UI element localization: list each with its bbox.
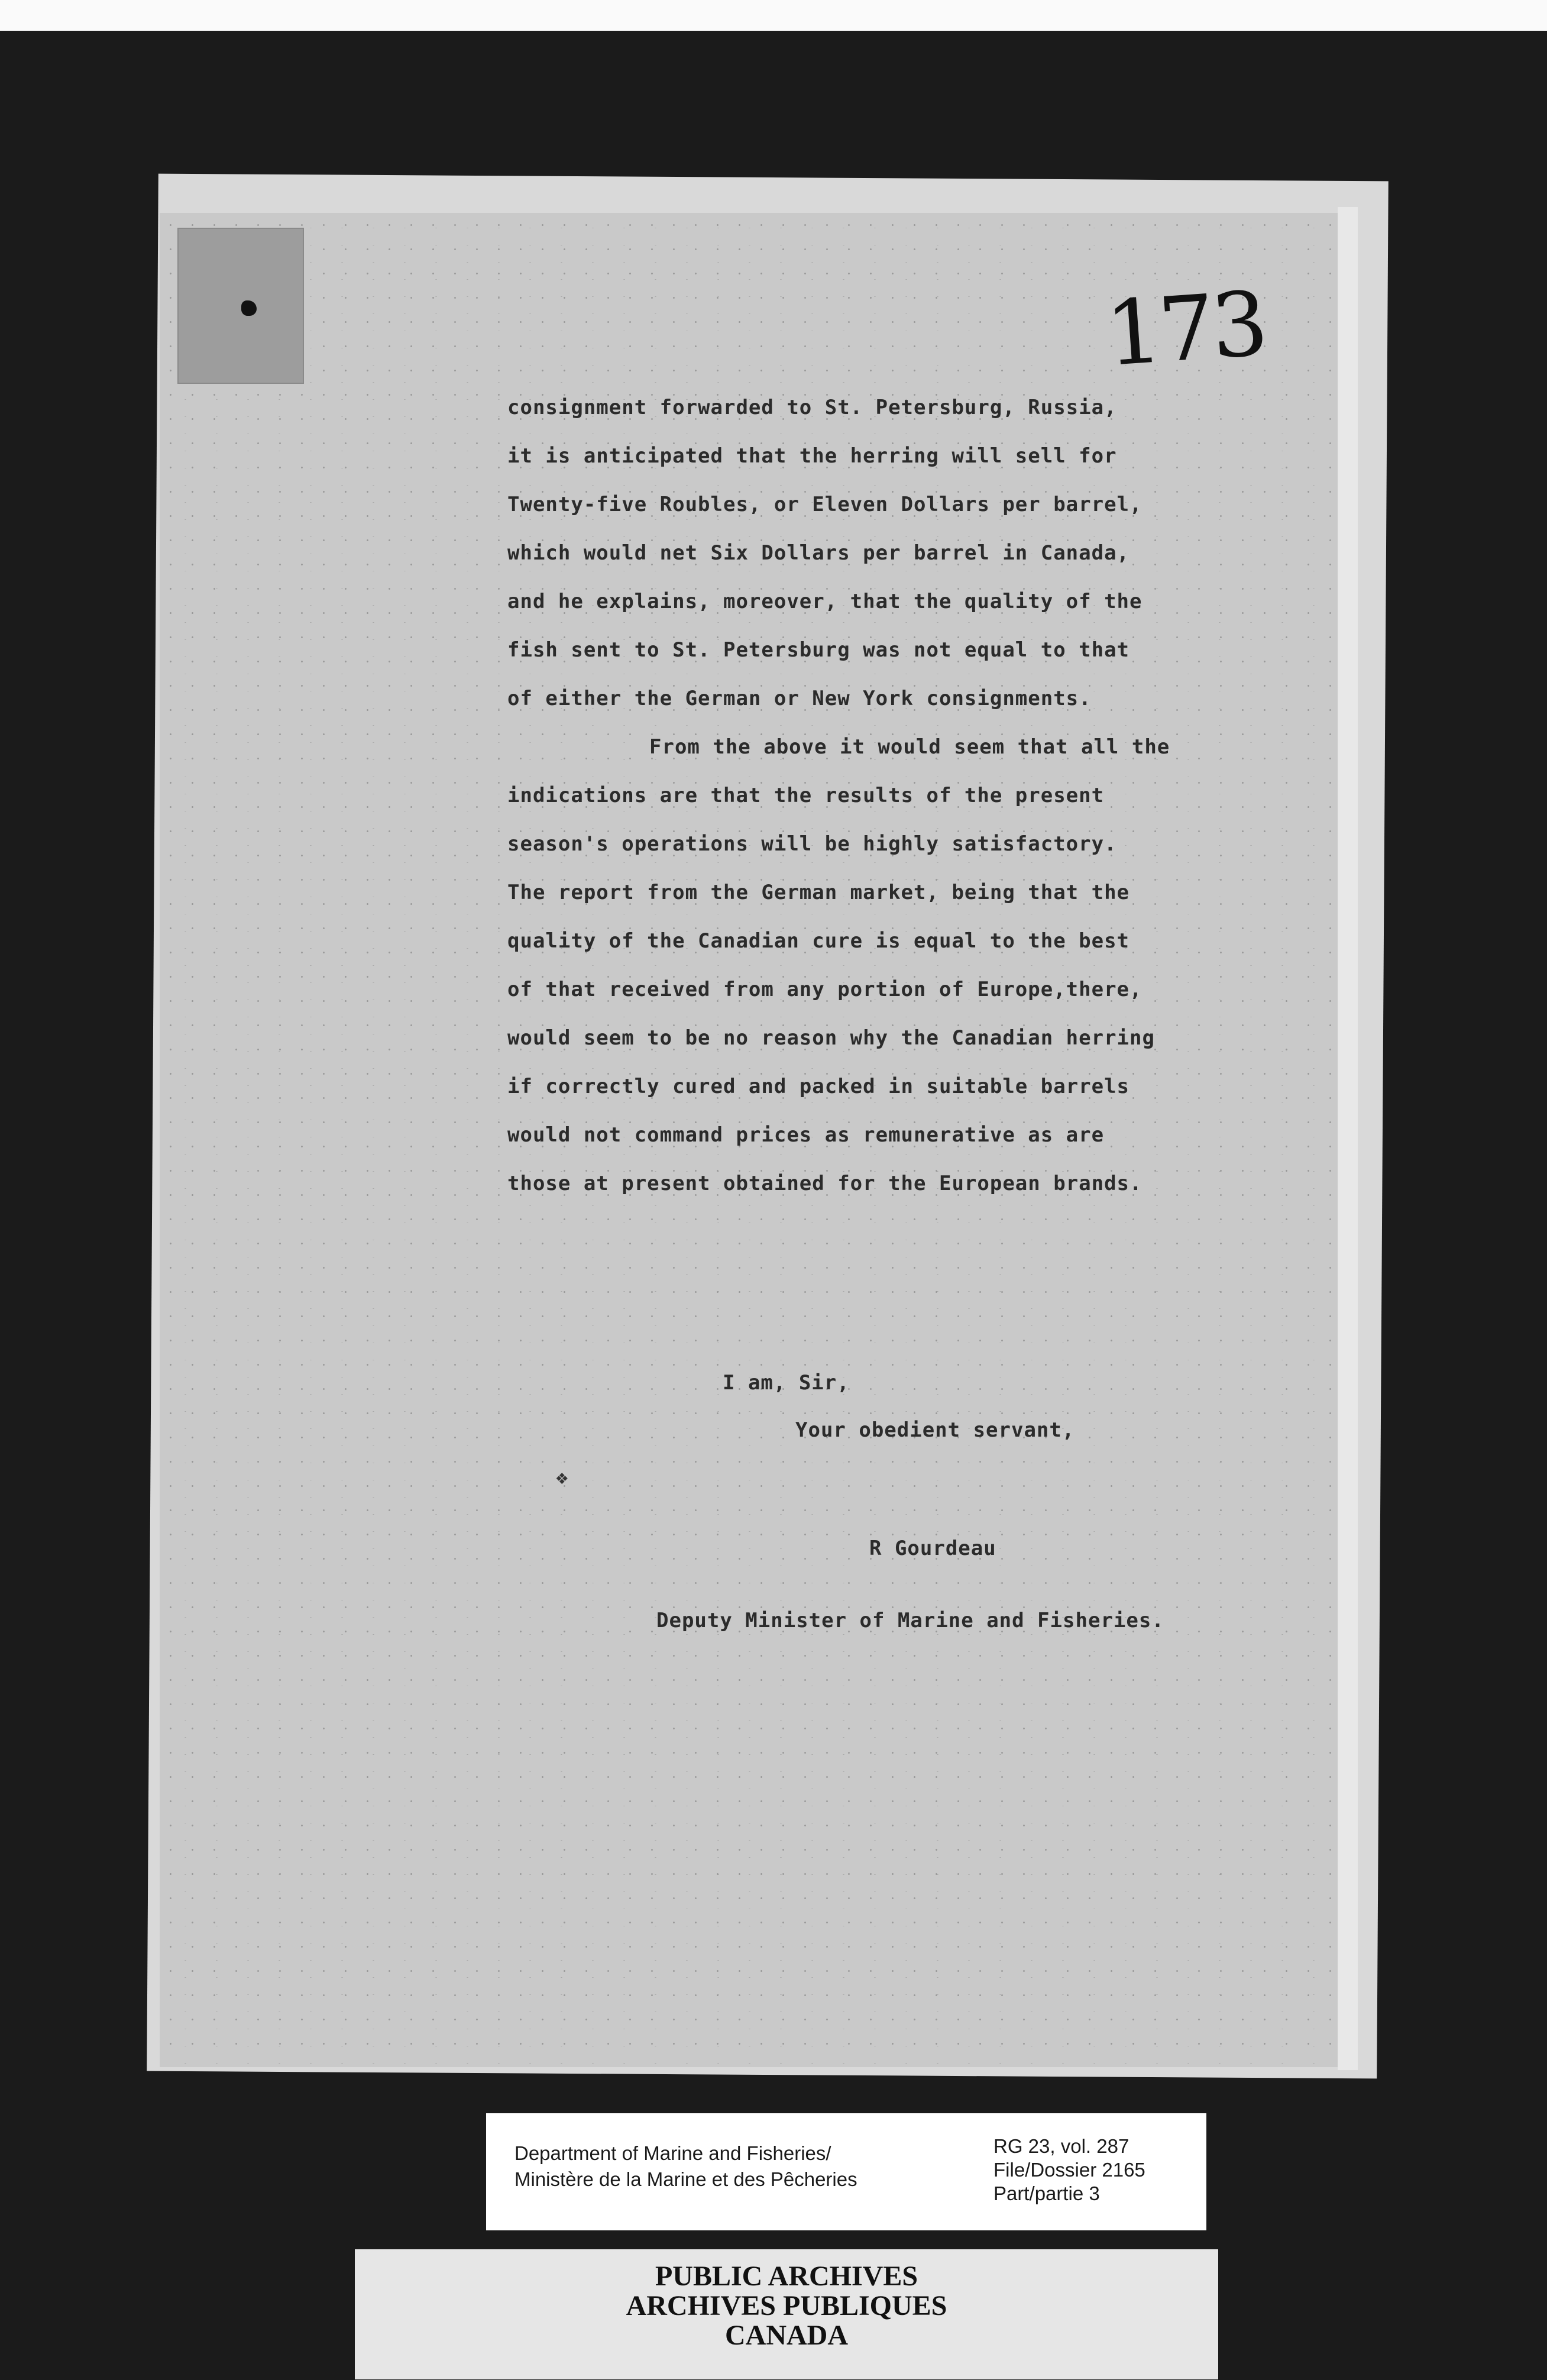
- salutation: I am, Sir,: [723, 1371, 850, 1395]
- department-english: Department of Marine and Fisheries/: [514, 2142, 831, 2164]
- body-line: From the above it would seem that all the: [649, 735, 1170, 759]
- department-names: [514, 2140, 857, 2193]
- body-line: consignment forwarded to St. Petersburg, Russia,: [507, 396, 1117, 419]
- letter-body: [507, 383, 1347, 1208]
- department-french: Ministère de la Marine et des Pêcheries: [514, 2168, 857, 2190]
- body-line: The report from the German market, being that the: [507, 881, 1130, 904]
- file-references: [993, 2135, 1145, 2206]
- body-line: which would net Six Dollars per barrel in Canada,: [507, 541, 1130, 565]
- folio-number: 173: [1102, 272, 1268, 387]
- body-line: of either the German or New York consignments.: [507, 687, 1092, 710]
- archives-stamp-line-3: CANADA: [725, 2320, 848, 2351]
- body-line: would not command prices as remunerative as are: [507, 1123, 1105, 1147]
- signatory-title: Deputy Minister of Marine and Fisheries.: [656, 1609, 1164, 1632]
- body-line: if correctly cured and packed in suitable barrels: [507, 1075, 1130, 1098]
- body-line: it is anticipated that the herring will sell for: [507, 444, 1117, 468]
- archives-stamp: [355, 2249, 1218, 2379]
- scan-top-border: [0, 0, 1547, 31]
- corner-stamp: [177, 228, 304, 384]
- archive-reference-label: [486, 2113, 1206, 2230]
- body-line: fish sent to St. Petersburg was not equal to that: [507, 638, 1130, 662]
- body-line: of that received from any portion of Europe,there,: [507, 978, 1143, 1001]
- archives-stamp-line-2: ARCHIVES PUBLIQUES: [626, 2290, 947, 2321]
- signature: R Gourdeau: [869, 1537, 996, 1560]
- archives-stamp-line-1: PUBLIC ARCHIVES: [655, 2261, 918, 2292]
- body-line: would seem to be no reason why the Canadian herring: [507, 1026, 1155, 1050]
- body-line: indications are that the results of the present: [507, 784, 1105, 807]
- body-line: season's operations will be highly satisfactory.: [507, 832, 1117, 856]
- ink-blot-icon: [241, 300, 257, 316]
- file-dossier-number: File/Dossier 2165: [993, 2159, 1145, 2181]
- body-line: quality of the Canadian cure is equal to the best: [507, 929, 1130, 953]
- body-line: Twenty-five Roubles, or Eleven Dollars per barrel,: [507, 493, 1143, 516]
- complimentary-close: Your obedient servant,: [795, 1418, 1075, 1442]
- record-group-reference: RG 23, vol. 287: [993, 2135, 1129, 2157]
- body-line: and he explains, moreover, that the quality of the: [507, 590, 1143, 613]
- pencil-mark-icon: ❖: [556, 1466, 568, 1489]
- part-number: Part/partie 3: [993, 2182, 1100, 2204]
- body-line: those at present obtained for the European brands.: [507, 1172, 1143, 1195]
